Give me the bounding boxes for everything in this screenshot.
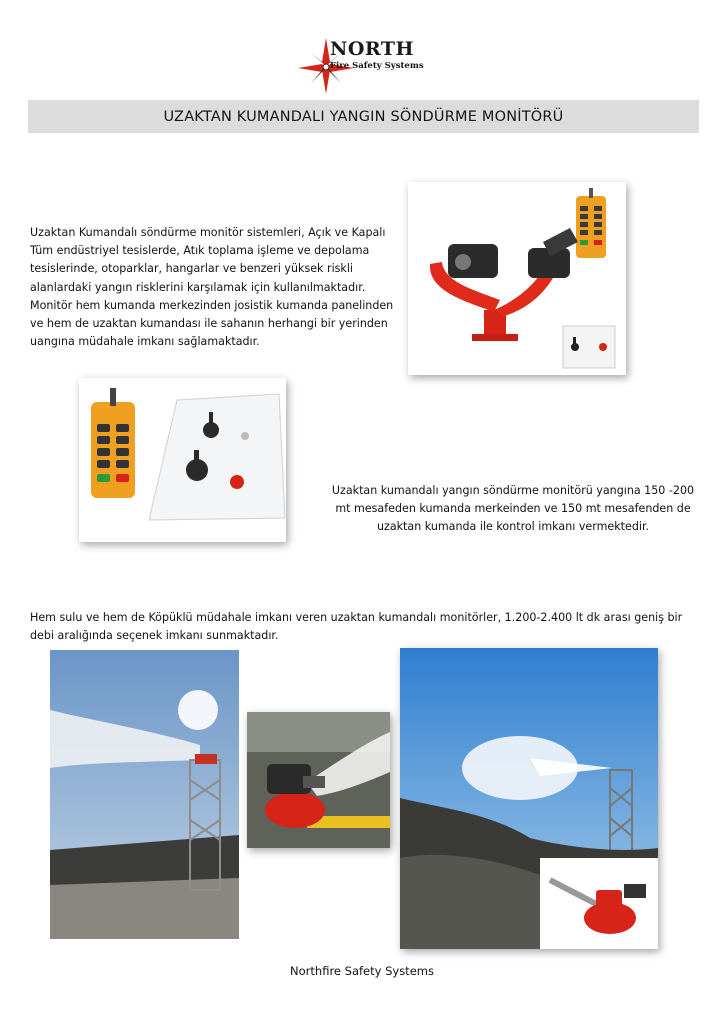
remote-panel-image: [79, 378, 286, 542]
remote-and-panel-photo: [79, 378, 286, 542]
logo-name: NORTH: [330, 38, 414, 60]
foam-paragraph: Hem sulu ve hem de Köpüklü müdahale imkanı veren uzaktan kumandalı monitörler, 1.200-2.400 lt dk arası geniş bir debi aralığında seçenek imkanı sunmaktadır.: [30, 611, 683, 643]
monitor-product-photo: [408, 182, 626, 375]
tower-spray-photo: [50, 650, 239, 939]
company-logo: [296, 36, 426, 96]
page-title-bar: [28, 100, 699, 133]
footer-company-name: Northfire Safety Systems: [290, 964, 434, 978]
waste-site-image: [400, 648, 658, 949]
intro-paragraph: Uzaktan Kumandalı söndürme monitör sistemleri, Açık ve Kapalı Tüm endüstriyel tesislerde, Atık toplama işleme ve depolama tesislerinde, otoparklar, hangarlar ve benzeri yüksek riskli alanlardaki yangın risklerini karşılamak için kullanılmaktadır. Monitör hem kumanda merkezinden josistik kumanda panelinden ve hem de uzaktan kumandası ile sahanın herhangi bir yerinden uangına müdahale imkanı sağlamaktadır.: [30, 226, 394, 349]
range-paragraph: Uzaktan kumandalı yangın söndürme monitörü yangına 150 -200 mt mesafeden kumanda merkeinden ve 150 mt mesafenden de uzaktan kumanda ile kontrol imkanı vermektedir.: [331, 484, 695, 534]
waste-site-photo: [400, 648, 658, 949]
monitor-closeup-photo: [247, 712, 390, 848]
page-title: UZAKTAN KUMANDALI YANGIN SÖNDÜRME MONİTÖRÜ: [163, 108, 564, 125]
monitor-product-image: [408, 182, 626, 375]
monitor-closeup-image: [247, 712, 390, 848]
tower-spray-image: [50, 650, 239, 939]
logo-subtitle: Fire Safety Systems: [330, 61, 424, 71]
